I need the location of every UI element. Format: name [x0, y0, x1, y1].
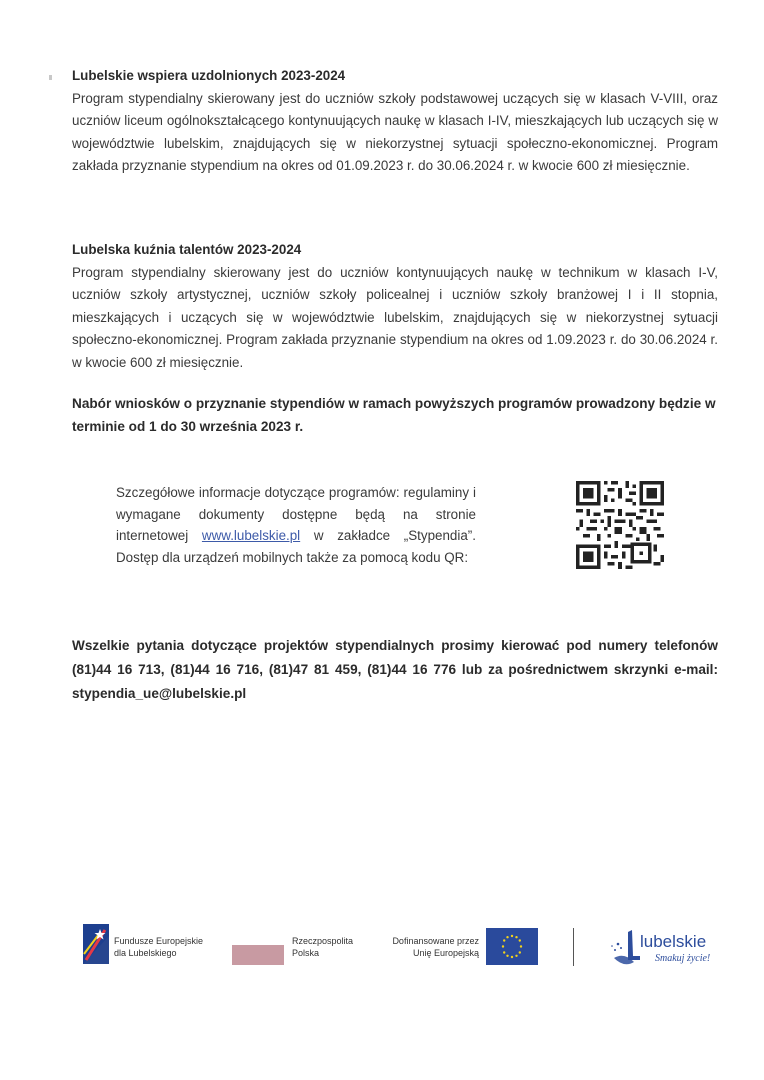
- contact-paragraph: Wszelkie pytania dotyczące projektów stypendialnych prosimy kierować pod numery telefonów (81)44 16 713, (81)44 16 716, (81)47 81 459, (81)44 16 776 lub za pośrednictwem skrzynki e-mail: stypendia_ue@lubelskie.pl: [72, 638, 718, 701]
- details-text-after-link: w zakładce „Stypendia”. Dostęp dla urządzeń mobilnych także za pomocą kodu QR:: [116, 528, 476, 565]
- program-1-title: Lubelskie wspiera uzdolnionych 2023-2024: [72, 68, 346, 83]
- details-paragraph: [116, 482, 476, 568]
- lubelskie-slogan: Smakuj życie!: [655, 953, 711, 964]
- eu-line-2: Unię Europejską: [412, 948, 479, 958]
- lubelskie-brand-name: lubelskie: [640, 932, 707, 951]
- program-2-body: Program stypendialny skierowany jest do uczniów kontynuujących naukę w technikum w klasach I-V, uczniów szkoły artystycznej, uczniów szkoły policealnej i uczniów szkoły branżowej I i II stopnia, mieszkających i uczących się w województwie lubelskim, znajdujących się w niekorzystnej sytuacji społeczno-ekonomicznej. Program zakłada przyznanie stypendium na okres od 1.09.2023 r. do 30.06.2024 r. w kwocie 600 zł miesięcznie.: [72, 264, 718, 370]
- republic-line-2: Polska: [292, 948, 320, 958]
- eu-funding-label: [381, 935, 479, 959]
- european-funds-line-2: dla Lubelskiego: [114, 948, 177, 958]
- eu-flag-icon: [486, 928, 538, 965]
- qr-code[interactable]: [576, 481, 664, 569]
- program-section-1: [72, 65, 718, 178]
- website-link[interactable]: www.lubelskie.pl: [201, 528, 301, 543]
- european-funds-line-1: Fundusze Europejskie: [114, 936, 204, 946]
- program-2-title: Lubelska kuźnia talentów 2023-2024: [72, 242, 302, 257]
- details-text-before-link: Szczegółowe informacje dotyczące programów: regulaminy i wymagane dokumenty dostępne będą na stronie internetowej: [116, 485, 476, 543]
- eu-line-1: Dofinansowane przez: [392, 936, 479, 946]
- footer-logos: [0, 920, 764, 980]
- application-period-notice: Nabór wniosków o przyznanie stypendiów w ramach powyższych programów prowadzony będzie w terminie od 1 do 30 września 2023 r.: [72, 396, 716, 434]
- european-funds-label: [114, 935, 203, 959]
- republic-of-poland-label: [292, 935, 353, 959]
- program-1-body: Program stypendialny skierowany jest do uczniów szkoły podstawowej uczących się w klasach V-VIII, oraz uczniów liceum ogólnokształcącego kontynuujących naukę w klasach I-IV, mieszkających lub uczących się w województwie lubelskim, znajdujących się w niekorzystnej sytuacji społeczno-ekonomicznej. Program zakłada przyznanie stypendium na okres od 01.09.2023 r. do 30.06.2024 r. w kwocie 600 zł miesięcznie.: [72, 90, 718, 173]
- program-section-2: [72, 239, 718, 374]
- republic-line-1: Rzeczpospolita: [292, 936, 354, 946]
- scan-mark: [49, 75, 52, 80]
- polish-flag-icon: [232, 945, 284, 965]
- footer-divider: [573, 928, 574, 966]
- european-funds-flag-icon: [83, 924, 109, 964]
